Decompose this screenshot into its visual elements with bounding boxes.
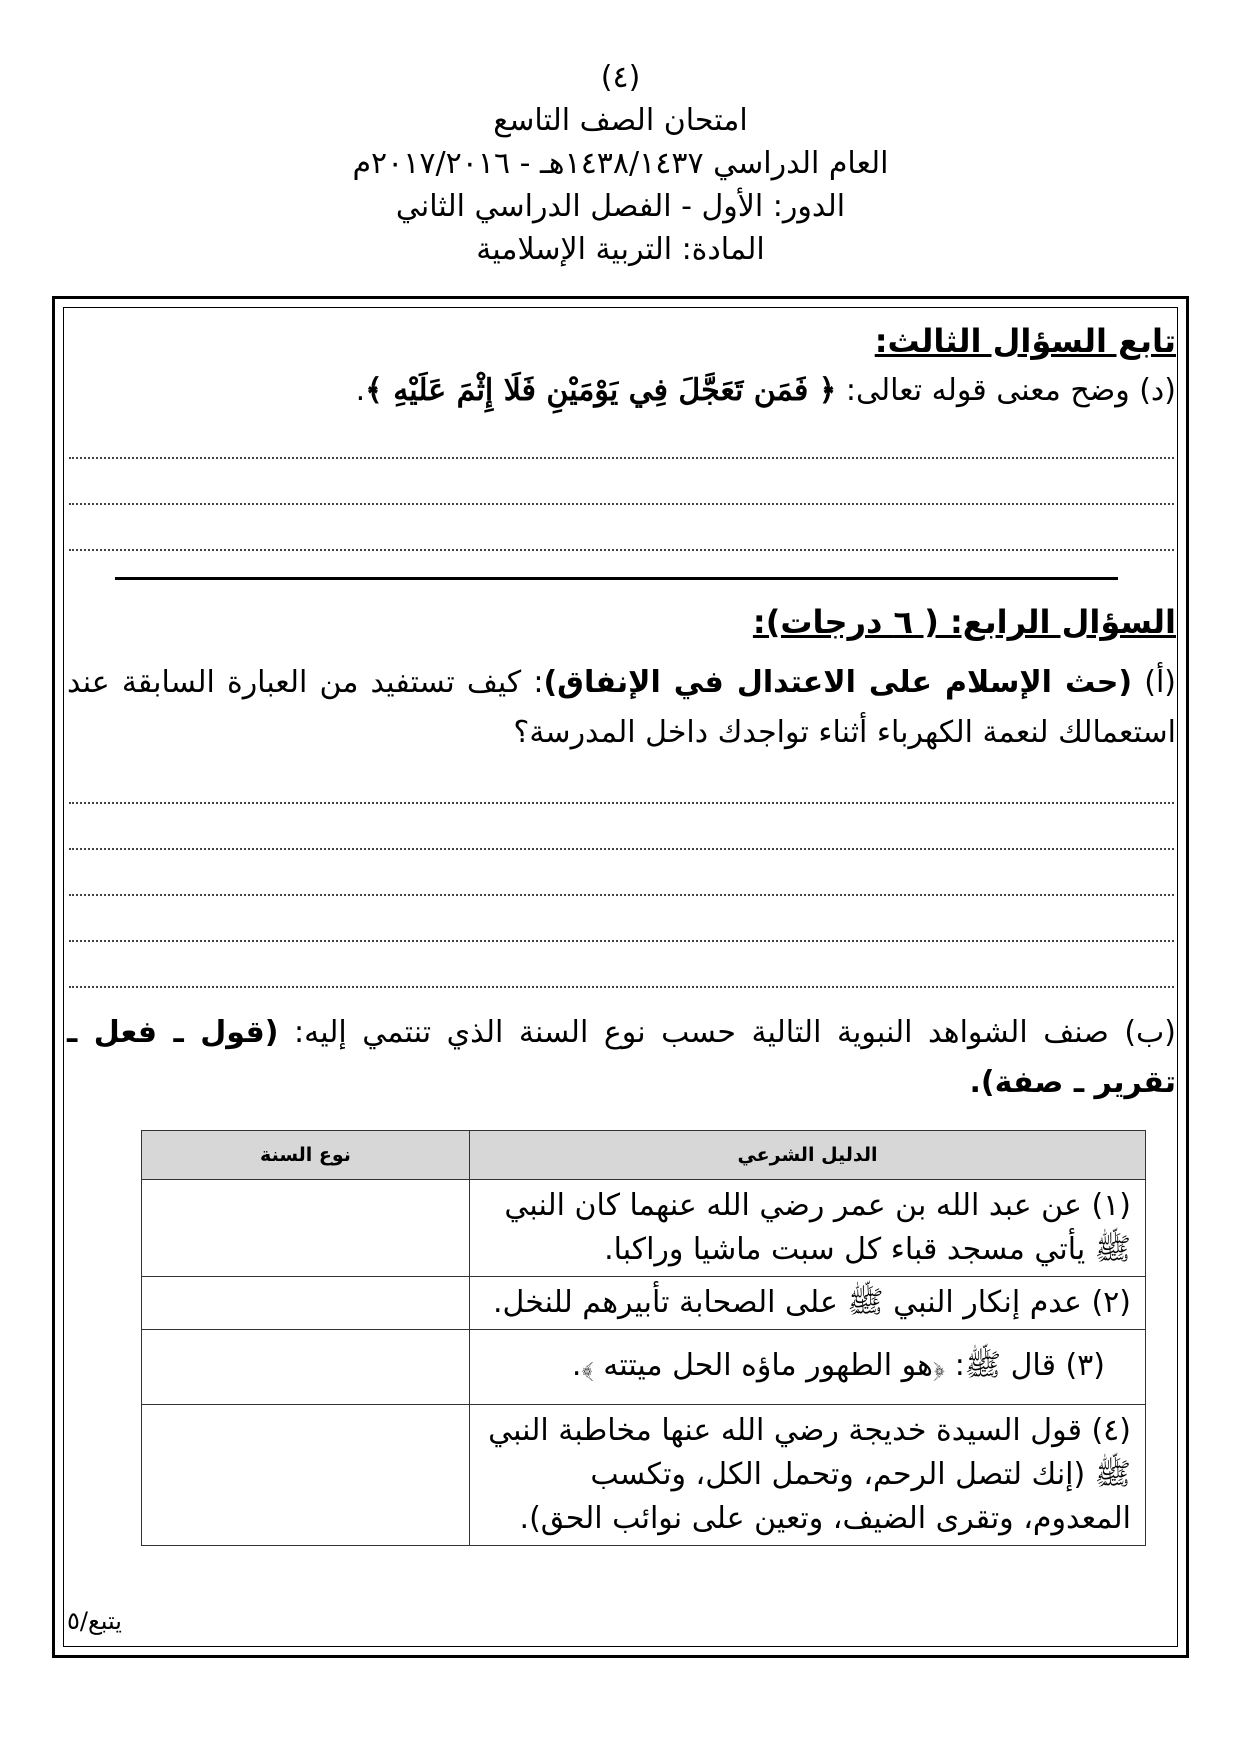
answer-line[interactable] xyxy=(69,459,1174,505)
q4-a-text: : كيف تستفيد من العبارة السابقة عند استعمالك لنعمة الكهرباء أثناء تواجدك داخل المدرسة؟ xyxy=(67,665,1176,750)
evidence-cell: (١) عن عبد الله بن عمر رضي الله عنهما كان النبي ﷺ يأتي مسجد قباء كل سبت ماشيا وراكبا. xyxy=(470,1180,1146,1277)
answer-line[interactable] xyxy=(69,758,1174,804)
section-divider xyxy=(115,577,1118,580)
answer-line[interactable] xyxy=(69,505,1174,551)
academic-year: العام الدراسي ١٤٣٨/١٤٣٧هـ - ٢٠١٧/٢٠١٦م xyxy=(352,146,889,181)
answer-line[interactable] xyxy=(69,413,1174,459)
exam-header xyxy=(0,56,1241,271)
type-answer-cell[interactable] xyxy=(142,1405,470,1546)
q4-b-bold: (قول ـ فعل ـ تقرير ـ صفة). xyxy=(67,1015,1176,1100)
exam-content xyxy=(67,319,1176,1546)
exam-subject: المادة: التربية الإسلامية xyxy=(476,232,765,267)
q3-item-d xyxy=(67,369,1176,413)
follow-note: يتبع/٥ xyxy=(67,1607,122,1635)
evidence-cell: (٣) قال ﷺ: ﴿هو الطهور ماؤه الحل ميتته ﴾. xyxy=(470,1330,1146,1405)
q4-item-a xyxy=(67,658,1176,758)
q3-item-d-prefix: (د) وضح معنى قوله تعالى: xyxy=(845,373,1176,408)
exam-title: امتحان الصف التاسع xyxy=(493,103,748,138)
answer-line[interactable] xyxy=(69,850,1174,896)
type-answer-cell[interactable] xyxy=(142,1277,470,1330)
q4-b-text: (ب) صنف الشواهد النبوية التالية حسب نوع السنة الذي تنتمي إليه: xyxy=(294,1015,1177,1050)
table-row xyxy=(142,1330,1146,1405)
table-header-row xyxy=(142,1131,1146,1180)
table-row xyxy=(142,1180,1146,1277)
q3-heading: تابع السؤال الثالث: xyxy=(874,322,1176,360)
q4-a-bold: (حث الإسلام على الاعتدال في الإنفاق) xyxy=(543,665,1133,700)
exam-frame xyxy=(52,296,1189,1658)
q3-item-d-end: . xyxy=(355,373,366,408)
q4-heading: السؤال الرابع: ( ٦ درجات): xyxy=(752,603,1176,641)
evidence-cell: (٢) عدم إنكار النبي ﷺ على الصحابة تأبيرهم للنخل. xyxy=(470,1277,1146,1330)
q3-item-d-verse: ﴿ فَمَن تَعَجَّلَ فِي يَوْمَيْنِ فَلَا إِثْمَ عَلَيْهِ ﴾ xyxy=(365,373,837,408)
col-evidence: الدليل الشرعي xyxy=(470,1131,1146,1180)
type-answer-cell[interactable] xyxy=(142,1330,470,1405)
type-answer-cell[interactable] xyxy=(142,1180,470,1277)
evidence-cell: (٤) قول السيدة خديجة رضي الله عنها مخاطبة النبي ﷺ (إنك لتصل الرحم، وتحمل الكل، وتكسب المعدوم، وتقرى الضيف، وتعين على نوائب الحق). xyxy=(470,1405,1146,1546)
exam-session: الدور: الأول - الفصل الدراسي الثاني xyxy=(395,189,846,224)
sunnah-table xyxy=(141,1130,1146,1546)
answer-line[interactable] xyxy=(69,896,1174,942)
q4-item-b xyxy=(67,1008,1176,1108)
col-type: نوع السنة xyxy=(142,1131,470,1180)
q4-a-label: (أ) xyxy=(1144,665,1176,700)
table-row xyxy=(142,1277,1146,1330)
table-row xyxy=(142,1405,1146,1546)
answer-line[interactable] xyxy=(69,942,1174,988)
page-number: (٤) xyxy=(600,60,641,95)
answer-line[interactable] xyxy=(69,804,1174,850)
